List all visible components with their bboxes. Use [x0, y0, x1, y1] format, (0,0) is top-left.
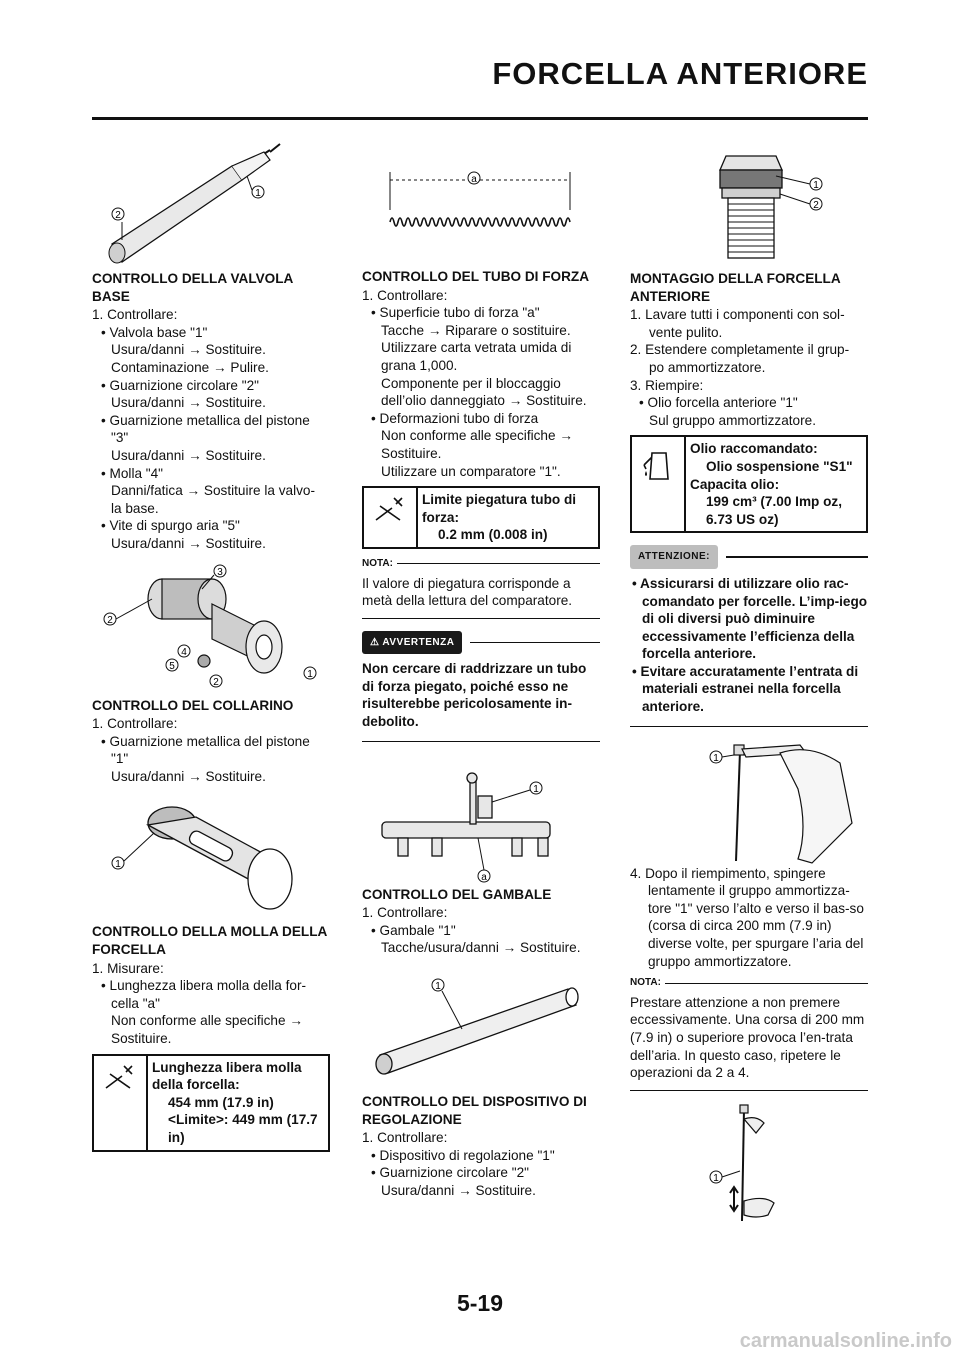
spring-figure	[362, 150, 600, 268]
text-line: Tacche/usura/danni → Sostituire.	[381, 940, 581, 956]
section-title: CONTROLLO DELLA VALVOLA BASE	[92, 271, 293, 304]
step-line: 1. Controllare:	[362, 1130, 448, 1146]
spec-line: Limite piegatura tubo di	[422, 492, 577, 508]
spec-box-oil	[630, 435, 868, 533]
column-2	[362, 150, 600, 1200]
text-line: la base.	[111, 500, 159, 516]
warning-badge: ⚠ AVVERTENZA	[362, 631, 462, 655]
text-line: vente pulito.	[649, 324, 723, 340]
bullet-line: • Valvola base "1"	[101, 324, 208, 340]
text-line: Sostituire.	[381, 445, 442, 461]
spec-line: 454 mm (17.9 in)	[168, 1094, 274, 1110]
callout-1: 1	[255, 188, 261, 199]
spec-line: forza:	[422, 509, 460, 525]
spec-line: Capacita olio:	[690, 476, 780, 492]
oil-fill-figure	[630, 737, 868, 865]
text-line: po ammortizzatore.	[649, 359, 766, 375]
bullet-line: • Olio forcella anteriore "1"	[639, 395, 798, 411]
text-line: Utilizzare un comparatore "1".	[381, 463, 561, 479]
column-3	[630, 148, 868, 1229]
spec-line: Lunghezza libera molla	[152, 1059, 302, 1075]
bullet-line: • Dispositivo di regolazione "1"	[371, 1147, 555, 1163]
dial-gauge-figure	[362, 766, 600, 886]
callout-2: 2	[107, 614, 113, 626]
callout-2: 2	[213, 676, 219, 688]
bullet-line: • Guarnizione circolare "2"	[101, 377, 259, 393]
step-line: 3. Riempire:	[630, 377, 704, 393]
callout-5: 5	[169, 660, 175, 672]
note-header	[630, 974, 868, 992]
callout-1: 1	[435, 981, 441, 993]
bullet-line: • Guarnizione metallica del pistone	[101, 733, 310, 749]
note-text: Prestare attenzione a non premere eccessivamente. Una corsa di 200 mm (7.9 in) o superiore provoca l’en-trata dell’aria. In questo caso, ripetere le operazioni da 2 a 4.	[630, 992, 868, 1091]
text-line: Non conforme alle specifiche →	[381, 428, 573, 444]
callout-4: 4	[181, 646, 187, 658]
callout-1: 1	[713, 1172, 719, 1184]
warning-header	[362, 631, 600, 655]
caution-item: • Assicurarsi di utilizzare olio rac-comandato per forcelle. L’imp-iego di oli diversi può diminuire eccessivamente l’efficienza della forcella anteriore.	[632, 575, 868, 662]
bullet-line: • Lunghezza libera molla della for-	[101, 978, 307, 994]
note-header	[362, 555, 600, 573]
warning-text: Non cercare di raddrizzare un tubo di forza piegato, poiché esso ne risulterebbe pericolosamente in-debolito.	[362, 654, 600, 741]
text-line: Componente per il bloccaggio	[381, 375, 561, 391]
bleed-figure	[630, 1101, 868, 1229]
step-line: 1. Misurare:	[92, 960, 164, 976]
spec-line: Olio raccomandato:	[690, 441, 818, 457]
step-line: 1. Lavare tutti i componenti con sol-	[630, 307, 845, 323]
text-line: Tacche → Riparare o sostituire.	[381, 322, 571, 338]
callout-a: a	[481, 871, 487, 883]
section-title: CONTROLLO DELLA MOLLA DELLA FORCELLA	[92, 924, 327, 958]
caution-badge: ATTENZIONE:	[630, 545, 718, 569]
title-rule	[92, 117, 868, 120]
spec-line: 6.73 US oz)	[706, 511, 779, 527]
oil-can-icon	[632, 437, 686, 531]
step-line: 1. Controllare:	[92, 307, 178, 323]
note-label: NOTA:	[362, 557, 393, 569]
callout-3: 3	[217, 566, 223, 578]
section-title: CONTROLLO DEL GAMBALE	[362, 886, 552, 902]
bullet-line: • Guarnizione circolare "2"	[371, 1165, 529, 1181]
text-line: Sul gruppo ammortizzatore.	[649, 412, 816, 428]
spec-line: Olio sospensione "S1"	[706, 458, 853, 474]
text-line: Usura/danni → Sostituire.	[111, 447, 266, 463]
callout-2: 2	[813, 200, 819, 211]
text-line: Contaminazione → Pulire.	[111, 359, 269, 375]
outer-tube-figure	[362, 963, 600, 1093]
section-title: MONTAGGIO DELLA FORCELLA ANTERIORE	[630, 271, 841, 304]
text-line: Sostituire.	[111, 1031, 172, 1047]
text-line: Danni/fatica → Sostituire la valvo-	[111, 483, 315, 499]
spec-line: 0.2 mm (0.008 in)	[438, 527, 548, 543]
collar-figure	[92, 793, 330, 923]
spec-box-bend-limit	[362, 486, 600, 549]
text-line: "3"	[111, 430, 129, 446]
bullet-line: • Molla "4"	[101, 465, 164, 481]
text-line: dell’olio danneggiato → Sostituire.	[381, 393, 587, 409]
bullet-line: • Guarnizione metallica del pistone	[101, 412, 310, 428]
text-line: Usura/danni → Sostituire.	[111, 395, 266, 411]
bullet-line: • Superficie tubo di forza "a"	[371, 305, 540, 321]
section-title: CONTROLLO DEL DISPOSITIVO DI REGOLAZIONE	[362, 1094, 587, 1127]
section-title: CONTROLLO DEL COLLARINO	[92, 697, 294, 713]
spec-line: della forcella:	[152, 1077, 240, 1093]
page-number: 5-19	[456, 1290, 504, 1316]
callout-2: 2	[115, 210, 121, 221]
section-title: CONTROLLO DEL TUBO DI FORZA	[362, 269, 590, 284]
base-valve-figure	[92, 140, 330, 270]
measure-icon	[94, 1056, 148, 1150]
watermark: carmanualsonline.info	[739, 1330, 952, 1352]
callout-1: 1	[713, 752, 719, 764]
step-line: 1. Controllare:	[362, 905, 448, 921]
adjuster-figure	[630, 148, 868, 270]
page-title: FORCELLA ANTERIORE	[492, 56, 868, 91]
step-line: 2. Estendere completamente il grup-	[630, 342, 850, 358]
text-line: Usura/danni → Sostituire.	[381, 1183, 536, 1198]
callout-a: a	[471, 174, 477, 185]
callout-1: 1	[533, 783, 539, 795]
caution-item: • Evitare accuratamente l’entrata di materiali estranei nella forcella anteriore.	[632, 663, 859, 715]
measure-icon	[364, 488, 418, 547]
spec-line: <Limite>: 449 mm (17.7	[168, 1112, 318, 1128]
text-line: Usura/danni → Sostituire.	[111, 768, 266, 784]
text-line: Utilizzare carta vetrata umida di	[381, 340, 572, 356]
collar-figure-exploded	[92, 559, 330, 697]
callout-1: 1	[115, 859, 121, 871]
callout-1: 1	[813, 180, 819, 191]
caution-text	[630, 569, 868, 727]
spec-line: in)	[168, 1130, 185, 1145]
bullet-line: • Deformazioni tubo di forza	[371, 410, 539, 426]
step-line: 1. Controllare:	[92, 716, 178, 732]
note-text: Il valore di piegatura corrisponde a metà della lettura del comparatore.	[362, 573, 600, 619]
bullet-line: • Gambale "1"	[371, 922, 456, 938]
text-line: grana 1,000.	[381, 357, 458, 373]
spec-line: 199 cm³ (7.00 Imp oz,	[706, 494, 842, 510]
text-line: Usura/danni → Sostituire.	[111, 342, 266, 358]
column-1	[92, 140, 330, 1158]
step-line: 4. Dopo il riempimento, spingere lentamente il gruppo ammortizza-tore "1" verso l’alto e verso il bas-so (corsa di circa 200 mm (7.9 in) diverse volte, per spurgare l’aria del gruppo ammortizzatore.	[630, 865, 864, 969]
text-line: "1"	[111, 751, 129, 767]
note-label: NOTA:	[630, 977, 661, 989]
text-line: Non conforme alle specifiche →	[111, 1013, 303, 1029]
bullet-line: • Vite di spurgo aria "5"	[101, 518, 240, 534]
callout-1: 1	[307, 668, 313, 680]
warning-label: AVVERTENZA	[382, 636, 455, 648]
text-line: cella "a"	[111, 995, 160, 1011]
caution-header	[630, 545, 868, 569]
spec-box-spring-length	[92, 1054, 330, 1152]
step-line: 1. Controllare:	[362, 287, 448, 303]
text-line: Usura/danni → Sostituire.	[111, 535, 266, 551]
